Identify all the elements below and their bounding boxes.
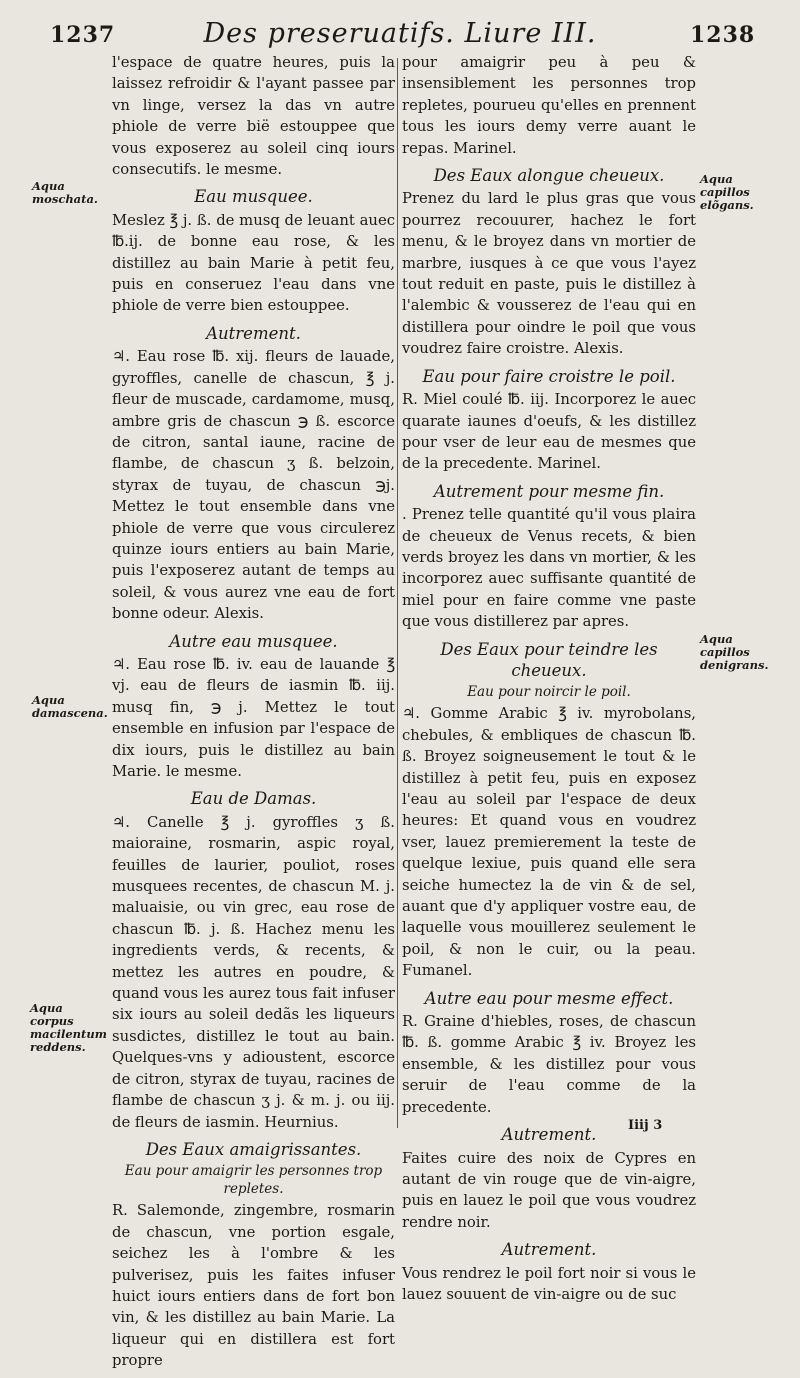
section-heading: Autrement. [501, 1240, 597, 1260]
paragraph: ♃. Canelle ℥ j. gyroffles ʒ ß. maioraine, rosmarin, aspic royal, feuilles de laurier, pouliot, roses musquees recentes, de chascun M. j. maluaisie, ou vin grec, eau rose de chascun ℔. j. ß. Hachez menu les ingredients verds, & recents, & mettez les autres en poudre, & quand vous les aurez tous fait infuser six iours au soleil dedãs les liqueurs susdictes, distillez le tout au bain. Quelques-vns y adioustent, escorce de citron, styrax de tuyau, racines de flambe de chascun ʒ j. & m. j. ou iij. de fleurs de iasmin. Heurnius. [112, 813, 395, 1131]
paragraph: Vous rendrez le poil fort noir si vous le lauez souuent de vin-aigre ou de suc [402, 1264, 696, 1303]
paragraph: ♃. Gomme Arabic ℥ iv. myrobolans, chebules, & embliques de chascun ℔. ß. Broyez soigneusement le tout & le distillez à petit feu, puis en exposez l'eau au soleil par l'espace de deux heures: Et quand vous en voudrez vser, lauez premierement la teste de quelque lexiue, puis quand elle sera seiche humectez la de vin & de sel, auant que d'y appliquer vostre eau, de laquelle vous mouillerez seulement le poil, & non le cuir, ou la peau. Fumanel. [402, 705, 696, 980]
paragraph: ♃. Eau rose ℔. iv. eau de lauande ℥ vj. eau de fleurs de iasmin ℔. iij. musq fin, ℈ j. Mettez le tout ensemble en infusion par l'espace de dix iours, puis le distillez au bain Marie. le mesme. [112, 655, 395, 780]
paragraph: l'espace de quatre heures, puis la laissez refroidir & l'ayant passee par vn linge, versez la das vn autre phiole de verre bië estouppee que vous exposerez au soleil cinq iours consecutifs. le mesme. [112, 54, 395, 179]
section-heading: Des Eaux amaigrissantes. [145, 1139, 362, 1159]
paragraph: Prenez du lard le plus gras que vous pourrez recouurer, hachez le fort menu, & le broyez dans vn mortier de marbre, iusques à ce que vous l'ayez tout reduit en paste, puis le distillez à l'alembic & vousserez de l'eau qui en distillera pour oindre le poil que vous voudrez faire croistre. Alexis. [402, 190, 696, 358]
section-heading: Des Eaux pour teindre les cheueux. [440, 639, 658, 680]
margin-note-aqua-damascena: Aqua damascena. [32, 693, 108, 720]
right-page-number: 1238 [690, 22, 756, 48]
paragraph: R. Salemonde, zingembre, rosmarin de chascun, vne portion esgale, seichez les à l'ombre & les pulverisez, puis les faites infuser huict iours entiers dans de fort bon vin, & les distillez au bain Marie. La liqueur qui en distillera est fort propre [112, 1202, 395, 1370]
paragraph: pour amaigrir peu à peu & insensiblement les personnes trop repletes, pourueu qu'elles en prennent tous les iours demy verre auant le repas. Marinel. [402, 54, 696, 157]
section-subheading: Eau pour amaigrir les personnes trop repletes. [124, 1163, 383, 1198]
paragraph: R. Graine d'hiebles, roses, de chascun ℔. ß. gomme Arabic ℥ iv. Broyez les ensemble, & les distillez pour vous seruir de l'eau comme de la precedente. [402, 1013, 696, 1116]
section-subheading: Eau pour noircir le poil. [467, 684, 631, 701]
section-heading: Des Eaux alongue cheueux. [433, 166, 665, 186]
section-heading: Eau pour faire croistre le poil. [422, 366, 676, 386]
margin-note-aqua-corpus: Aqua corpus macilentum reddens. [30, 1001, 107, 1054]
left-page-number: 1237 [50, 22, 116, 48]
paragraph: Faites cuire des noix de Cypres en autant de vin rouge que de vin-aigre, puis en lauez le poil que vous voudrez rendre noir. [402, 1149, 696, 1231]
left-column [112, 52, 395, 1378]
paragraph: . Prenez telle quantité qu'il vous plaira de cheueux de Venus recets, & bien verds broyez les dans vn mortier, & les incorporez auec suffisante quantité de miel pour en faire comme vne paste que vous distillerez par apres. [402, 506, 696, 631]
section-heading: Autrement. [206, 323, 301, 343]
margin-note-aqua-moschata: Aqua moschata. [32, 179, 98, 206]
signature-mark: Iiij 3 [628, 1118, 663, 1133]
margin-note-aqua-capillos-elongans: Aqua capillos elõgans. [700, 172, 754, 212]
paragraph: ♃. Eau rose ℔. xij. fleurs de lauade, gyroffles, canelle de chascun, ℥ j. fleur de muscade, cardamome, musq, ambre gris de chascun ℈ ß. escorce de citron, santal iaune, racine de flambe, de chascun ʒ ß. belzoin, styrax de tuyau, de chascun ℈j. Mettez le tout ensemble dans vne phiole de verre que vous circulerez quinze iours entiers au bain Marie, puis l'exposerez autant de temps au soleil, & vous aurez vne eau de fort bonne odeur. Alexis. [112, 348, 395, 623]
section-heading: Eau de Damas. [190, 789, 317, 809]
section-heading: Eau musquee. [194, 187, 313, 207]
section-heading: Autrement pour mesme fin. [433, 481, 665, 501]
running-title: Des preseruatifs. Liure III. [203, 18, 597, 49]
paragraph: R. Miel coulé ℔. iij. Incorporez le auec quarate iaunes d'oeufs, & les distillez pour vser de leur eau de mesmes que de la precedente. Marinel. [402, 391, 696, 473]
section-heading: Autre eau musquee. [169, 631, 338, 651]
paragraph: Meslez ℥ j. ß. de musq de leuant auec ℔.ij. de bonne eau rose, & les distillez au bain Marie à petit feu, puis en conseruez l'eau dans vne phiole de verre bien estouppee. [112, 211, 395, 315]
section-heading: Autrement. [501, 1125, 597, 1145]
section-heading: Autre eau pour mesme effect. [424, 988, 674, 1008]
margin-note-aqua-capillos-denigrans: Aqua capillos denigrans. [700, 632, 769, 672]
column-divider [397, 58, 398, 1128]
